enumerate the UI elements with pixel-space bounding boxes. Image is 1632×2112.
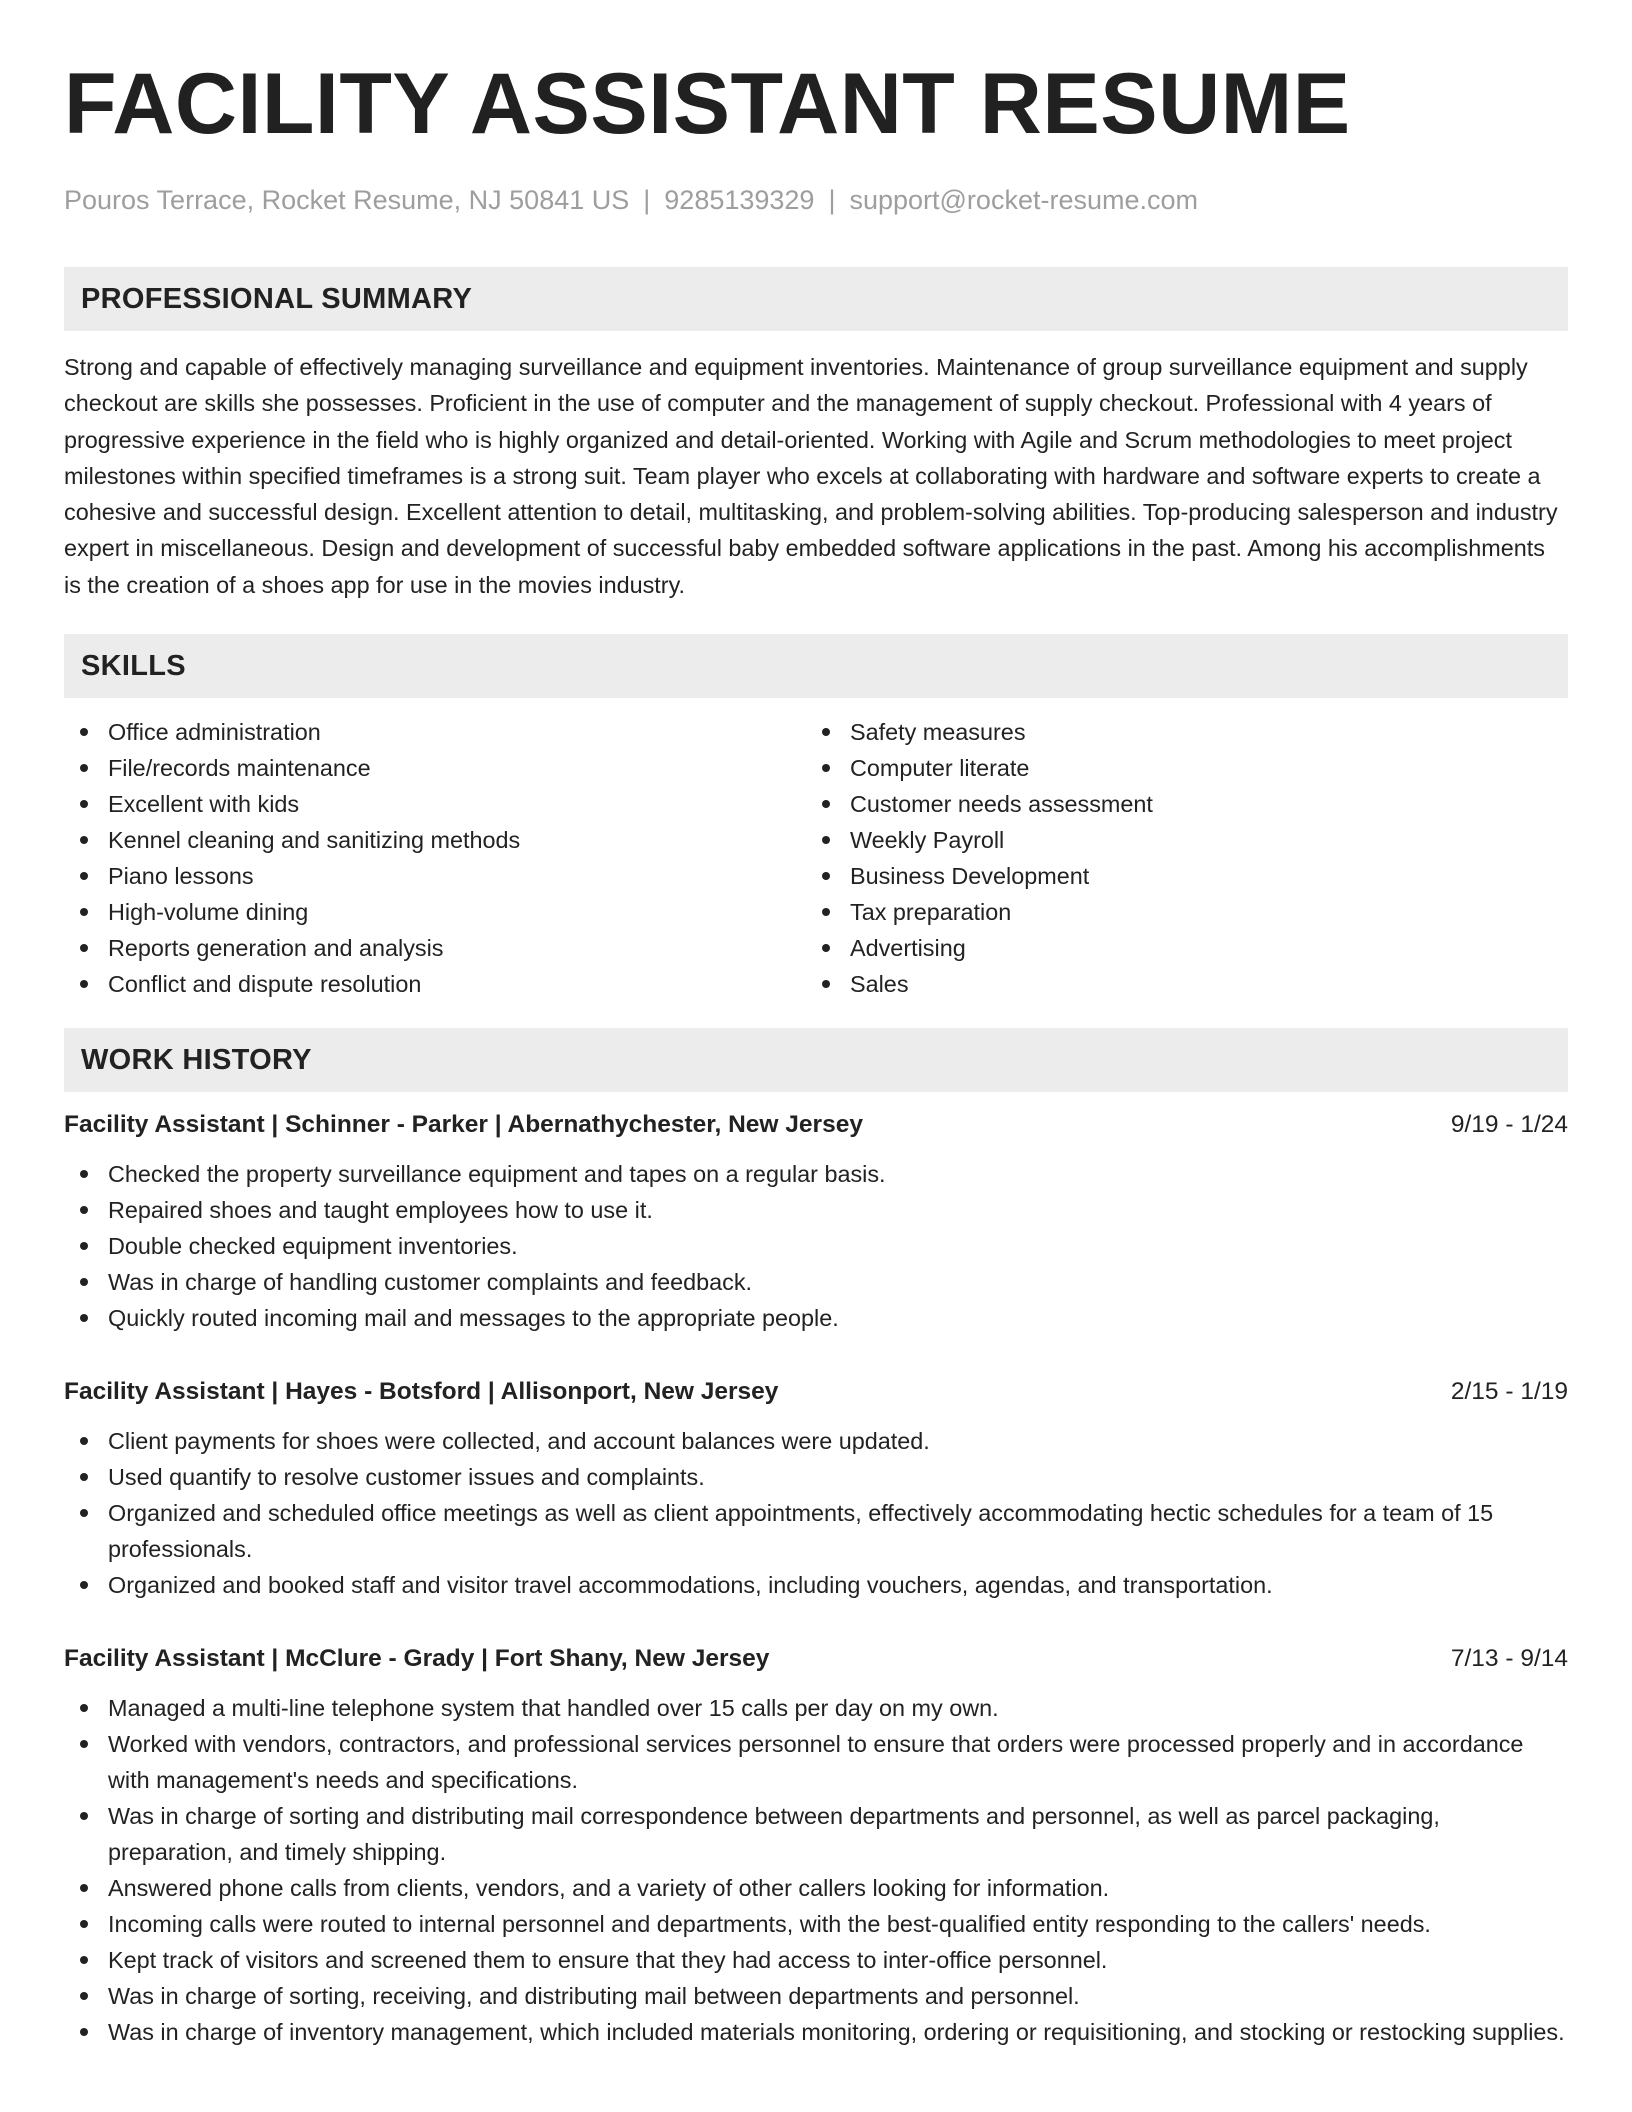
- skill-item-text: Sales: [850, 971, 909, 998]
- bullet-dot-icon: [80, 764, 88, 772]
- skills-column-left: [64, 714, 806, 1002]
- job-bullet-text: Double checked equipment inventories.: [108, 1233, 518, 1260]
- skill-item-text: Computer literate: [850, 755, 1030, 782]
- job-bullet: [64, 1978, 1568, 2014]
- contact-phone: 9285139329: [664, 185, 815, 215]
- job-bullet-text: Incoming calls were routed to internal personnel and departments, with the best-qualified entity responding to the callers' needs.: [108, 1911, 1431, 1938]
- bullet-dot-icon: [80, 1206, 88, 1214]
- bullet-dot-icon: [80, 1992, 88, 2000]
- bullet-dot-icon: [80, 1242, 88, 1250]
- skill-item: [64, 930, 806, 966]
- bullet-dot-icon: [80, 980, 88, 988]
- bullet-dot-icon: [80, 728, 88, 736]
- bullet-dot-icon: [80, 1920, 88, 1928]
- skill-item: [806, 822, 1548, 858]
- bullet-dot-icon: [822, 800, 830, 808]
- job-bullet: [64, 1423, 1568, 1459]
- skills-grid: [64, 714, 1568, 1002]
- bullet-dot-icon: [80, 1170, 88, 1178]
- job-bullet: [64, 1906, 1568, 1942]
- job-bullet: [64, 1495, 1568, 1567]
- contact-line: [64, 184, 1568, 216]
- skill-item: [806, 894, 1548, 930]
- bullet-dot-icon: [80, 1884, 88, 1892]
- skill-item: [64, 894, 806, 930]
- job-header: [64, 1109, 1568, 1141]
- summary-text: Strong and capable of effectively managing surveillance and equipment inventories. Maintenance of group surveillance equipment and supply checkout are skills she possesses. Proficient in the use of computer and the management of supply checkout. Professional with 4 years of progressive experience in the field who is highly organized and detail-oriented. Working with Agile and Scrum methodologies to meet project milestones within specified timeframes is a strong suit. Team player who excels at collaborating with hardware and software experts to create a cohesive and successful design. Excellent attention to detail, multitasking, and problem-solving abilities. Top-producing salesperson and industry expert in miscellaneous. Design and development of successful baby embedded software applications in the past. Among his accomplishments is the creation of a shoes app for use in the movies industry.: [64, 354, 1558, 598]
- contact-email: support@rocket-resume.com: [849, 185, 1198, 215]
- job-bullet-list: [64, 1156, 1568, 1336]
- job-bullet: [64, 2014, 1568, 2050]
- bullet-dot-icon: [80, 1740, 88, 1748]
- skills-list-left: [64, 714, 806, 1002]
- skill-item: [806, 966, 1548, 1002]
- job-title: Facility Assistant | Hayes - Botsford | Allisonport, New Jersey: [64, 1378, 779, 1406]
- job-bullet: [64, 1264, 1568, 1300]
- bullet-dot-icon: [822, 944, 830, 952]
- skill-item: [806, 714, 1548, 750]
- skill-item: [64, 966, 806, 1002]
- skill-item-text: Piano lessons: [108, 863, 254, 890]
- skill-item-text: High-volume dining: [108, 899, 309, 926]
- skill-item-text: Weekly Payroll: [850, 827, 1005, 854]
- contact-separator: |: [828, 185, 836, 215]
- contact-address: Pouros Terrace, Rocket Resume, NJ 50841 US: [64, 185, 630, 215]
- job-title: Facility Assistant | McClure - Grady | Fort Shany, New Jersey: [64, 1645, 770, 1673]
- job-bullet-text: Organized and booked staff and visitor travel accommodations, including vouchers, agendas, and transportation.: [108, 1572, 1273, 1599]
- skill-item-text: Kennel cleaning and sanitizing methods: [108, 827, 521, 854]
- skill-item: [806, 930, 1548, 966]
- job-bullet-list: [64, 1423, 1568, 1603]
- job-bullet: [64, 1192, 1568, 1228]
- job-bullet: [64, 1726, 1568, 1798]
- skill-item-text: Tax preparation: [850, 899, 1012, 926]
- bullet-dot-icon: [80, 1509, 88, 1517]
- skill-item-text: Safety measures: [850, 719, 1026, 746]
- bullet-dot-icon: [822, 764, 830, 772]
- bullet-dot-icon: [80, 1278, 88, 1286]
- bullet-dot-icon: [80, 1581, 88, 1589]
- skill-item-text: Advertising: [850, 935, 966, 962]
- job-bullet-text: Quickly routed incoming mail and messages to the appropriate people.: [108, 1305, 839, 1332]
- skill-item: [806, 750, 1548, 786]
- job-bullet: [64, 1870, 1568, 1906]
- job-dates: 2/15 - 1/19: [1450, 1378, 1568, 1406]
- job-bullet: [64, 1798, 1568, 1870]
- job-bullet-text: Checked the property surveillance equipment and tapes on a regular basis.: [108, 1161, 886, 1188]
- job-dates: 9/19 - 1/24: [1450, 1111, 1568, 1139]
- job-bullet: [64, 1459, 1568, 1495]
- bullet-dot-icon: [80, 800, 88, 808]
- job-bullet: [64, 1156, 1568, 1192]
- skill-item: [806, 786, 1548, 822]
- job-bullet: [64, 1228, 1568, 1264]
- job-entry: [64, 1643, 1568, 2050]
- job-bullet: [64, 1300, 1568, 1336]
- bullet-dot-icon: [80, 1812, 88, 1820]
- job-bullet: [64, 1567, 1568, 1603]
- bullet-dot-icon: [80, 1473, 88, 1481]
- bullet-dot-icon: [80, 1704, 88, 1712]
- skill-item: [64, 786, 806, 822]
- skill-item: [806, 858, 1548, 894]
- contact-separator: |: [643, 185, 651, 215]
- job-dates: 7/13 - 9/14: [1450, 1645, 1568, 1673]
- skills-list-right: [806, 714, 1548, 1002]
- bullet-dot-icon: [80, 908, 88, 916]
- skills-column-right: [806, 714, 1548, 1002]
- skill-item-text: Reports generation and analysis: [108, 935, 444, 962]
- work-history-section-header: WORK HISTORY: [64, 1028, 1568, 1092]
- job-bullet-text: Answered phone calls from clients, vendors, and a variety of other callers looking for information.: [108, 1875, 1110, 1902]
- bullet-dot-icon: [80, 1956, 88, 1964]
- page-title: FACILITY ASSISTANT RESUME: [64, 56, 1351, 152]
- job-bullet-list: [64, 1690, 1568, 2050]
- job-bullet: [64, 1942, 1568, 1978]
- job-header: [64, 1643, 1568, 1675]
- bullet-dot-icon: [80, 944, 88, 952]
- job-bullet: [64, 1690, 1568, 1726]
- job-bullet-text: Client payments for shoes were collected, and account balances were updated.: [108, 1428, 930, 1455]
- job-bullet-text: Managed a multi-line telephone system that handled over 15 calls per day on my own.: [108, 1695, 999, 1722]
- job-header: [64, 1376, 1568, 1408]
- skill-item: [64, 822, 806, 858]
- bullet-dot-icon: [80, 1314, 88, 1322]
- skill-item-text: Conflict and dispute resolution: [108, 971, 422, 998]
- job-bullet-text: Was in charge of sorting and distributing mail correspondence between departments and personnel, as well as parcel packaging, preparation, and timely shipping.: [108, 1803, 1440, 1866]
- bullet-dot-icon: [80, 1437, 88, 1445]
- skill-item-text: Business Development: [850, 863, 1090, 890]
- skills-section-header: SKILLS: [64, 634, 1568, 698]
- bullet-dot-icon: [80, 2028, 88, 2036]
- bullet-dot-icon: [822, 872, 830, 880]
- bullet-dot-icon: [80, 872, 88, 880]
- skill-item: [64, 858, 806, 894]
- bullet-dot-icon: [822, 836, 830, 844]
- bullet-dot-icon: [80, 836, 88, 844]
- summary-section-header: PROFESSIONAL SUMMARY: [64, 267, 1568, 331]
- job-entry: [64, 1109, 1568, 1336]
- skill-item-text: Customer needs assessment: [850, 791, 1153, 818]
- job-bullet-text: Was in charge of handling customer complaints and feedback.: [108, 1269, 753, 1296]
- job-bullet-text: Organized and scheduled office meetings as well as client appointments, effectively accommodating hectic schedules for a team of 15 professionals.: [108, 1500, 1494, 1563]
- job-bullet-text: Worked with vendors, contractors, and professional services personnel to ensure that orders were processed properly and in accordance with management's needs and specifications.: [108, 1731, 1524, 1794]
- job-entry: [64, 1376, 1568, 1603]
- skill-item: [64, 714, 806, 750]
- skill-item-text: Office administration: [108, 719, 321, 746]
- skill-item-text: Excellent with kids: [108, 791, 300, 818]
- job-bullet-text: Used quantify to resolve customer issues and complaints.: [108, 1464, 705, 1491]
- skill-item-text: File/records maintenance: [108, 755, 371, 782]
- skill-item: [64, 750, 806, 786]
- bullet-dot-icon: [822, 728, 830, 736]
- job-bullet-text: Kept track of visitors and screened them to ensure that they had access to inter-office personnel.: [108, 1947, 1108, 1974]
- job-bullet-text: Was in charge of inventory management, which included materials monitoring, ordering or requisitioning, and stocking or restocking supplies.: [108, 2019, 1565, 2046]
- job-title: Facility Assistant | Schinner - Parker | Abernathychester, New Jersey: [64, 1111, 863, 1139]
- bullet-dot-icon: [822, 908, 830, 916]
- job-bullet-text: Was in charge of sorting, receiving, and distributing mail between departments and personnel.: [108, 1983, 1080, 2010]
- bullet-dot-icon: [822, 980, 830, 988]
- job-bullet-text: Repaired shoes and taught employees how to use it.: [108, 1197, 653, 1224]
